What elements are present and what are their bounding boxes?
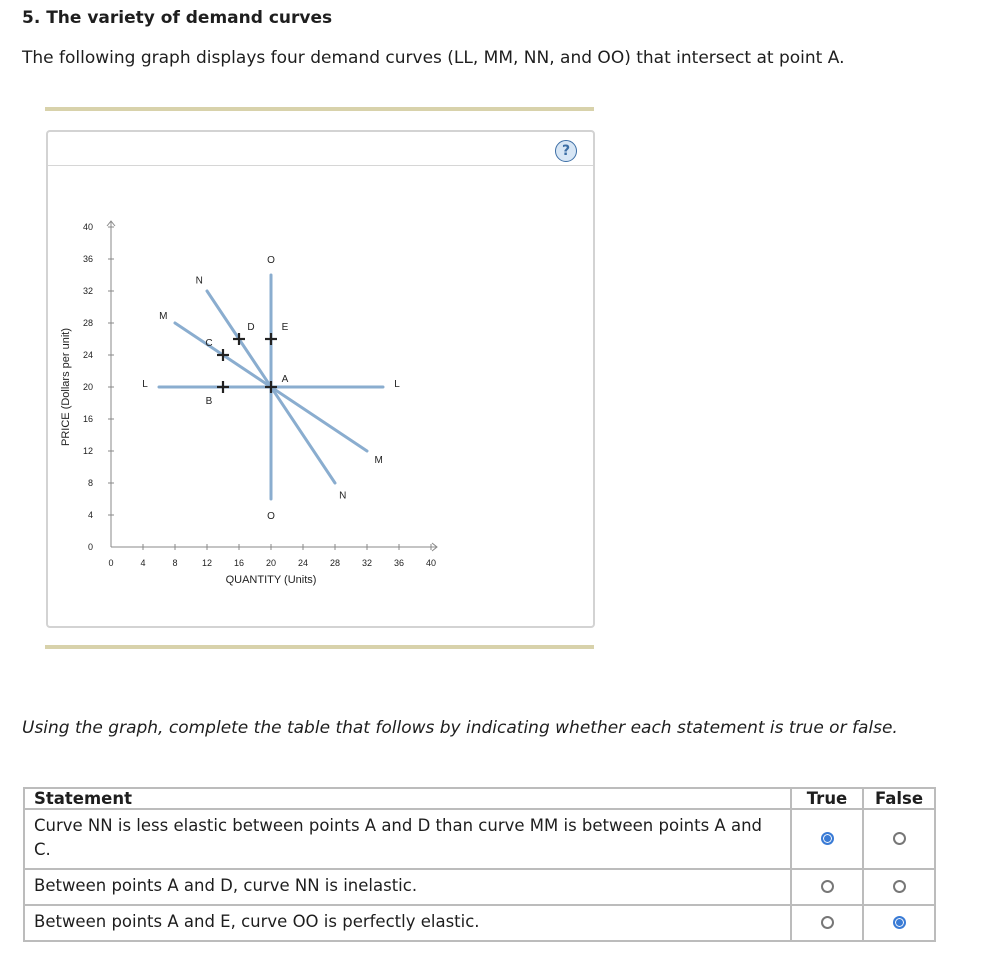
radio-true[interactable] bbox=[821, 916, 834, 929]
graph-panel bbox=[46, 130, 595, 628]
y-tick-label: 0 bbox=[87, 542, 93, 552]
y-tick-label: 12 bbox=[82, 446, 93, 456]
x-tick-label: 24 bbox=[297, 558, 309, 568]
chart-axes bbox=[60, 221, 437, 586]
curve-label: M bbox=[374, 454, 383, 466]
x-tick-label: 28 bbox=[329, 558, 341, 568]
y-tick-label: 40 bbox=[82, 222, 93, 232]
curve-label: O bbox=[267, 255, 275, 266]
curve-label: N bbox=[339, 490, 347, 502]
y-axis-label: PRICE (Dollars per unit) bbox=[60, 328, 72, 446]
help-button[interactable]: ? bbox=[555, 140, 577, 162]
y-tick-label: 24 bbox=[82, 350, 93, 360]
top-divider bbox=[45, 107, 594, 111]
radio-true[interactable] bbox=[821, 880, 834, 893]
statement-table bbox=[23, 787, 936, 942]
radio-false[interactable] bbox=[893, 880, 906, 893]
table-row bbox=[24, 905, 935, 941]
y-tick-label: 8 bbox=[87, 478, 93, 488]
point-marker-b bbox=[217, 381, 229, 393]
question-title: 5. The variety of demand curves bbox=[22, 8, 333, 28]
x-tick-label: 32 bbox=[361, 558, 373, 568]
curve-label: L bbox=[142, 379, 148, 390]
x-tick-label: 20 bbox=[265, 558, 277, 568]
point-label: B bbox=[205, 396, 213, 407]
demand-curves-chart bbox=[48, 132, 593, 626]
bottom-divider bbox=[45, 645, 594, 649]
radio-true[interactable] bbox=[821, 832, 834, 845]
false-header: False bbox=[863, 788, 935, 809]
x-tick-label: 4 bbox=[140, 558, 146, 568]
statement-text: Curve NN is less elastic between points A and D than curve MM is between points A and C. bbox=[24, 809, 791, 869]
x-tick-label: 12 bbox=[201, 558, 213, 568]
statement-text: Between points A and D, curve NN is inelastic. bbox=[24, 869, 791, 905]
radio-false[interactable] bbox=[893, 916, 906, 929]
point-marker-e bbox=[265, 333, 277, 345]
y-tick-label: 32 bbox=[82, 286, 93, 296]
radio-false[interactable] bbox=[893, 832, 906, 845]
y-tick-label: 16 bbox=[82, 414, 93, 424]
table-header-row bbox=[24, 788, 935, 809]
point-label: E bbox=[281, 322, 289, 333]
y-tick-label: 36 bbox=[82, 254, 93, 264]
x-tick-label: 16 bbox=[233, 558, 245, 568]
x-tick-label: 8 bbox=[172, 558, 178, 568]
x-tick-label: 0 bbox=[108, 558, 114, 568]
x-tick-label: 36 bbox=[393, 558, 405, 568]
point-label: A bbox=[281, 374, 289, 385]
statement-header: Statement bbox=[24, 788, 791, 809]
table-row bbox=[24, 809, 935, 869]
x-axis-label: QUANTITY (Units) bbox=[225, 574, 317, 586]
intro-text: The following graph displays four demand curves (LL, MM, NN, and OO) that intersect at point A. bbox=[22, 48, 845, 68]
table-row bbox=[24, 869, 935, 905]
statement-text: Between points A and E, curve OO is perfectly elastic. bbox=[24, 905, 791, 941]
x-tick-label: 40 bbox=[425, 558, 437, 568]
curve-label: O bbox=[267, 511, 275, 522]
point-label: C bbox=[205, 338, 213, 349]
curve-label: M bbox=[159, 311, 168, 323]
true-header: True bbox=[791, 788, 863, 809]
curve-label: L bbox=[394, 379, 400, 390]
y-tick-label: 20 bbox=[82, 382, 93, 392]
y-tick-label: 28 bbox=[82, 318, 93, 328]
y-tick-label: 4 bbox=[87, 510, 93, 520]
point-label: D bbox=[247, 322, 255, 333]
curve-label: N bbox=[195, 275, 203, 287]
instruction-text: Using the graph, complete the table that follows by indicating whether each statement is true or false. bbox=[22, 718, 898, 738]
